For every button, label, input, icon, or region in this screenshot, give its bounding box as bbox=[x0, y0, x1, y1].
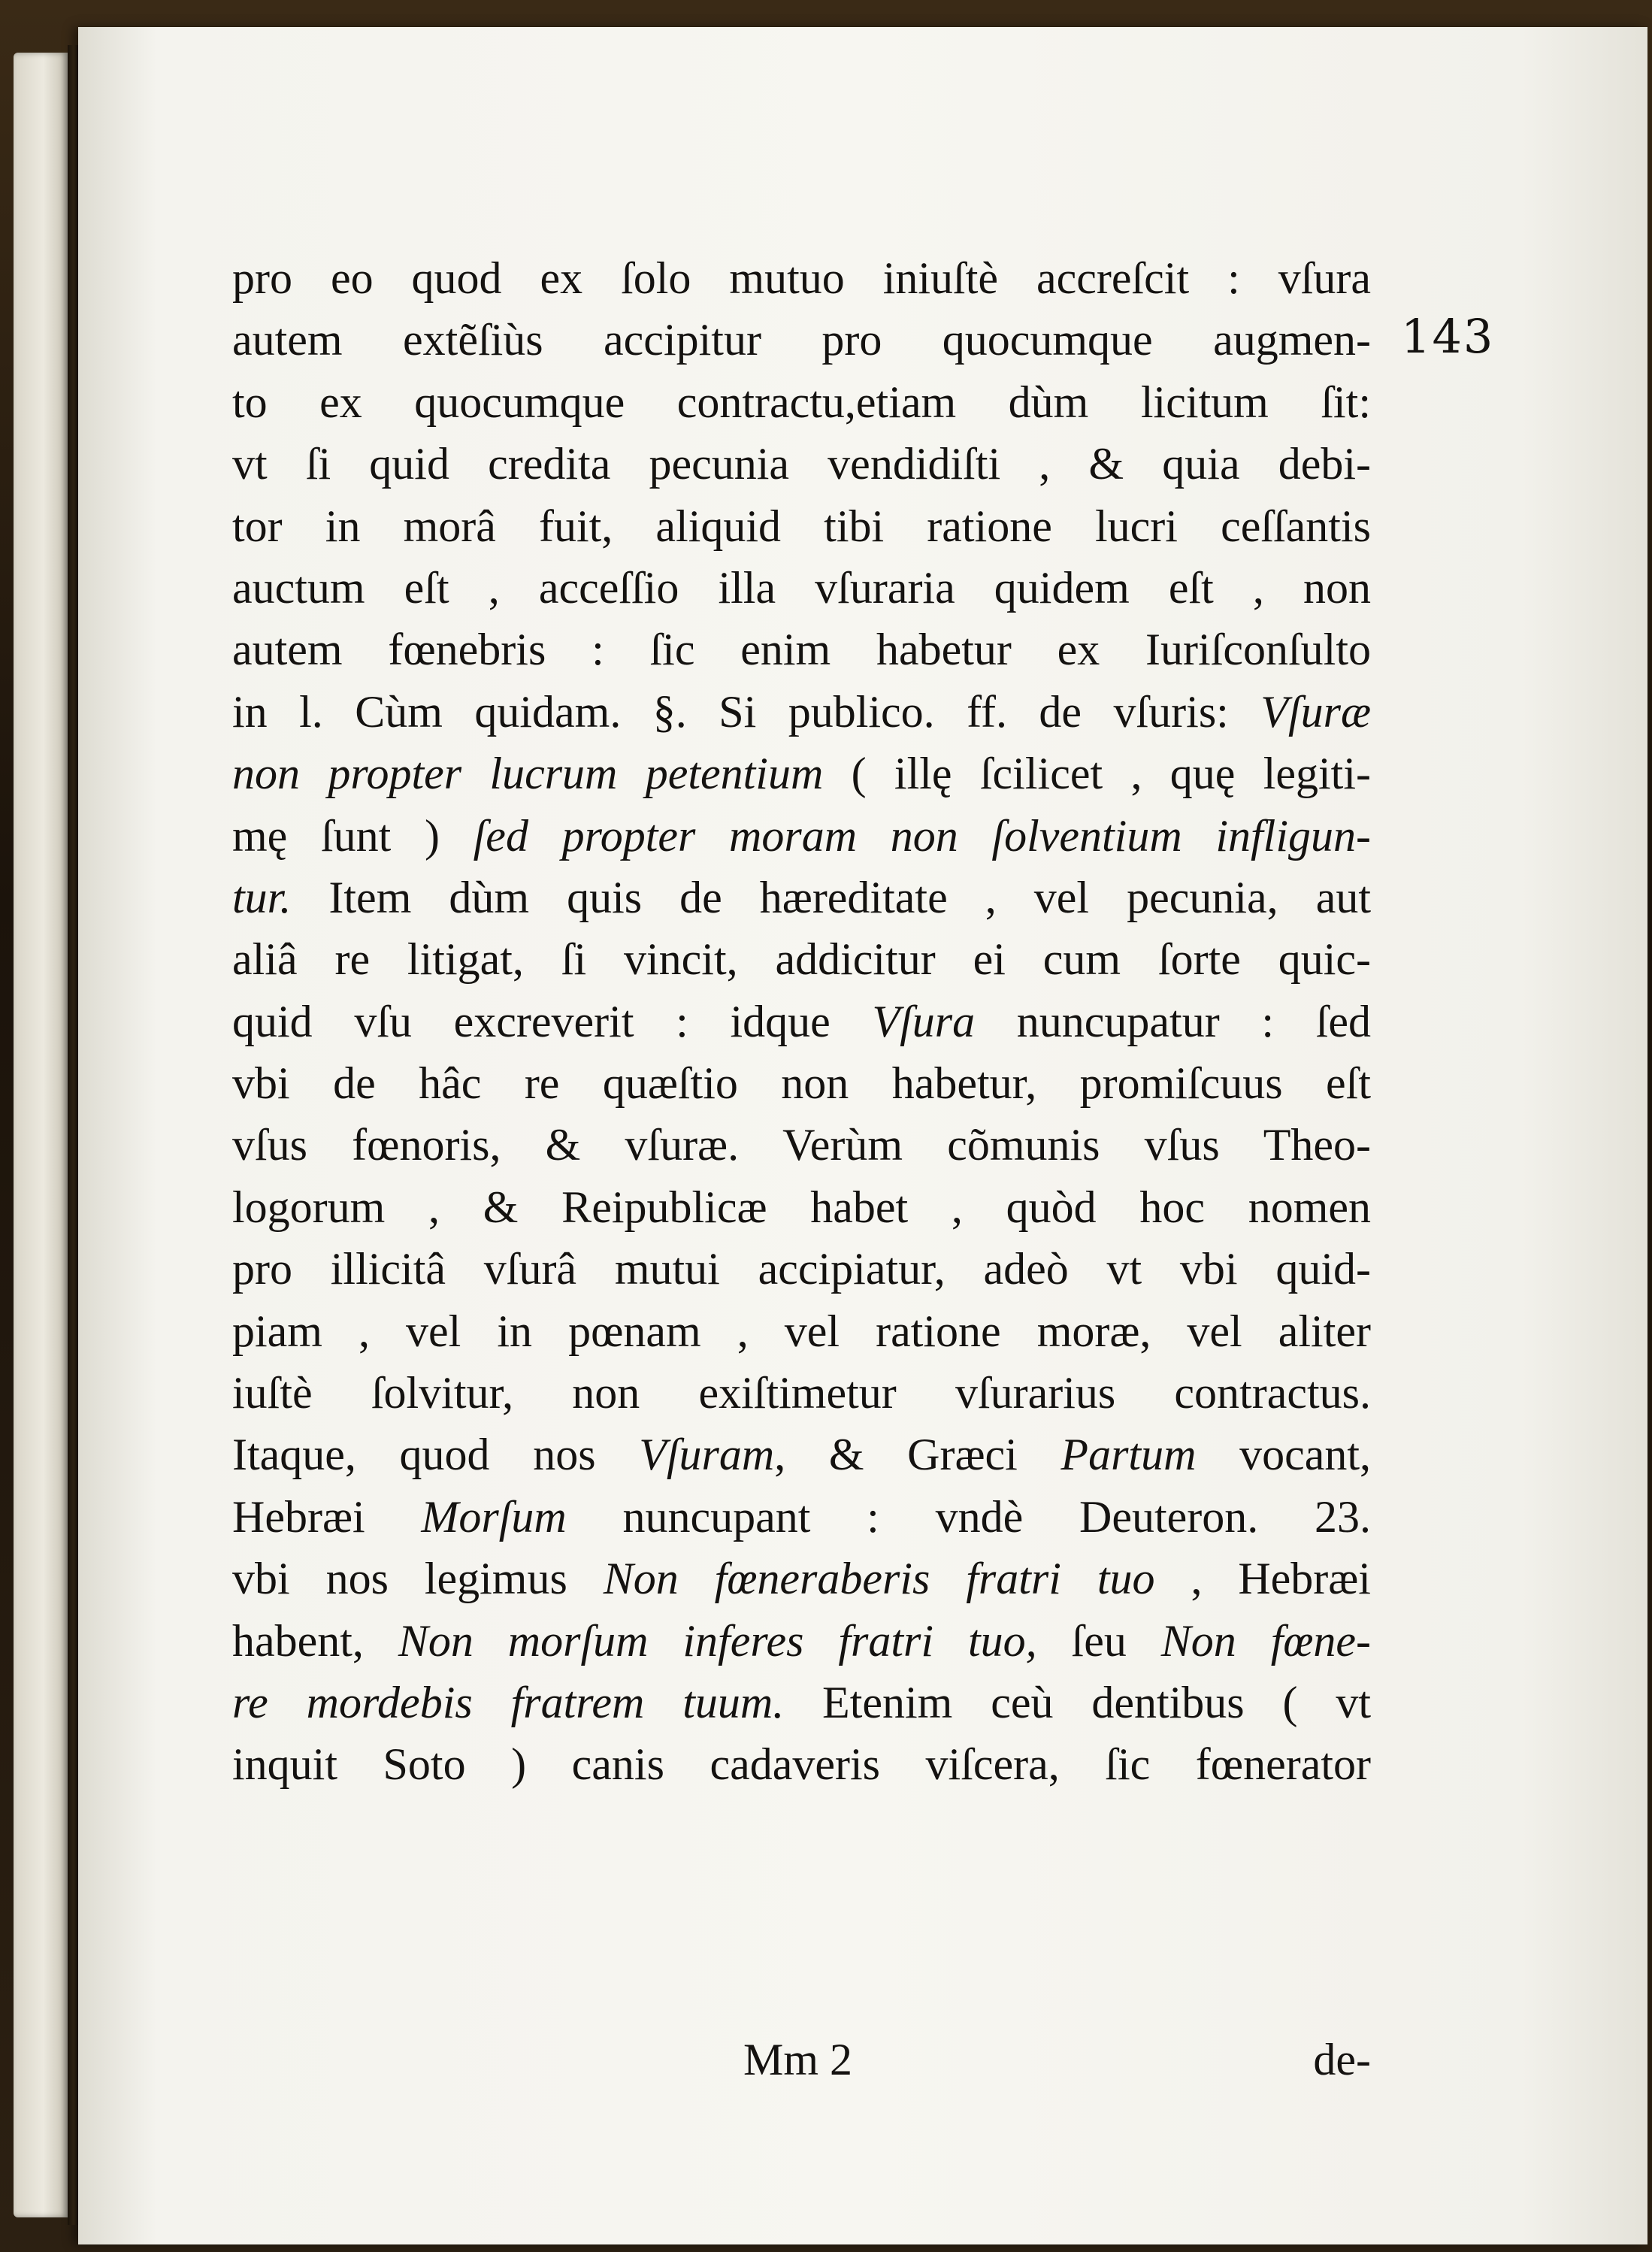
text-run: pro illicitâ vſurâ mutui accipiatur, adeò vt vbi quid- bbox=[232, 1244, 1371, 1294]
italic-text-run: Vſuræ bbox=[1260, 686, 1371, 737]
text-line bbox=[232, 1114, 1371, 1176]
text-run: habent, bbox=[232, 1615, 398, 1666]
text-run: Hebræi bbox=[232, 1491, 422, 1542]
text-line bbox=[232, 1424, 1371, 1485]
text-line bbox=[232, 1052, 1371, 1114]
italic-text-run: re mordebis fratrem tuum. bbox=[232, 1677, 785, 1727]
text-line bbox=[232, 743, 1371, 804]
italic-text-run: tur. bbox=[232, 872, 292, 922]
text-line bbox=[232, 1362, 1371, 1424]
text-run: iuſtè ſolvitur, non exiſtimetur vſurarius contractus. bbox=[232, 1368, 1371, 1418]
text-run: vocant, bbox=[1196, 1430, 1371, 1480]
previous-page-edge bbox=[14, 53, 68, 2217]
text-run: mę ſunt ) bbox=[232, 810, 474, 861]
text-line bbox=[232, 991, 1371, 1052]
italic-text-run: Non morſum inferes fratri tuo, bbox=[398, 1615, 1037, 1666]
text-run: ( illę ſcilicet , quę legiti- bbox=[823, 749, 1371, 799]
text-run: aliâ re litigat, ſi vincit, addicitur ei cum ſorte quic- bbox=[232, 934, 1371, 985]
text-line bbox=[232, 495, 1371, 557]
text-run: logorum , & Reipublicæ habet , quòd hoc nomen bbox=[232, 1182, 1371, 1232]
text-run: auctum eſt , acceſſio illa vſuraria quidem eſt , non bbox=[232, 562, 1371, 613]
text-run: ſeu bbox=[1036, 1615, 1161, 1666]
text-run: , & Græci bbox=[774, 1430, 1061, 1480]
text-line bbox=[232, 681, 1371, 743]
text-run: Item dùm quis de hæreditate , vel pecunia, aut bbox=[291, 872, 1371, 922]
text-run: vbi de hâc re quæſtio non habetur, promiſcuus eſt bbox=[232, 1058, 1371, 1109]
italic-text-run: Morſum bbox=[421, 1491, 567, 1542]
text-run: vbi nos legimus bbox=[232, 1554, 604, 1604]
text-run: vt ſi quid credita pecunia vendidiſti , & quia debi- bbox=[232, 439, 1371, 489]
text-run: inquit Soto ) canis cadaveris viſcera, ſic fœnerator bbox=[232, 1739, 1371, 1790]
text-line bbox=[232, 867, 1371, 928]
text-run: nuncupant : vndè Deuteron. 23. bbox=[566, 1491, 1371, 1542]
italic-text-run: non propter lucrum petentium bbox=[232, 749, 824, 799]
italic-text-run: Non fœne- bbox=[1160, 1615, 1371, 1666]
text-line bbox=[232, 1176, 1371, 1238]
italic-text-run: Vſuram bbox=[639, 1430, 775, 1480]
text-run: piam , vel in pœnam , vel ratione moræ, vel aliter bbox=[232, 1306, 1371, 1356]
italic-text-run: Partum bbox=[1060, 1430, 1197, 1480]
text-run: autem extẽſiùs accipitur pro quocumque augmen- bbox=[232, 315, 1371, 365]
text-run: in l. Cùm quidam. §. Si publico. ff. de vſuris: bbox=[232, 686, 1261, 737]
text-line bbox=[232, 1733, 1371, 1795]
text-line bbox=[232, 928, 1371, 990]
text-run: quid vſu excreverit : idque bbox=[232, 996, 873, 1046]
text-line bbox=[232, 433, 1371, 495]
text-line bbox=[232, 1486, 1371, 1548]
text-run: to ex quocumque contractu,etiam dùm licitum ſit: bbox=[232, 377, 1371, 427]
text-line bbox=[232, 1672, 1371, 1733]
text-line bbox=[232, 371, 1371, 433]
italic-text-run: Non fœneraberis fratri tuo bbox=[603, 1554, 1155, 1604]
text-run: Itaque, quod nos bbox=[232, 1430, 640, 1480]
text-run: tor in morâ fuit, aliquid tibi ratione lucri ceſſantis bbox=[232, 501, 1371, 551]
text-run: vſus fœnoris, & vſuræ. Verùm cõmunis vſus Theo- bbox=[232, 1120, 1371, 1170]
signature-mark: Mm 2 bbox=[743, 2035, 853, 2084]
text-line bbox=[232, 557, 1371, 619]
text-line bbox=[232, 1300, 1371, 1362]
page-number: 143 bbox=[1401, 309, 1495, 364]
italic-text-run: ſed propter moram non ſolventium infligun- bbox=[473, 810, 1371, 861]
body-text bbox=[232, 247, 1371, 1796]
text-line bbox=[232, 619, 1371, 680]
book-page bbox=[78, 27, 1647, 2244]
italic-text-run: Vſura bbox=[872, 996, 976, 1046]
catchword: de- bbox=[1313, 2035, 1371, 2084]
text-run: , Hebræi bbox=[1154, 1554, 1371, 1604]
text-line bbox=[232, 1548, 1371, 1609]
text-line bbox=[232, 1610, 1371, 1672]
text-line bbox=[232, 309, 1371, 371]
text-run: nuncupatur : ſed bbox=[975, 996, 1371, 1046]
text-run: Etenim ceù dentibus ( vt bbox=[784, 1677, 1371, 1727]
text-line bbox=[232, 1238, 1371, 1300]
page-footer bbox=[232, 2034, 1371, 2102]
text-line bbox=[232, 247, 1371, 309]
text-line bbox=[232, 805, 1371, 867]
text-run: autem fœnebris : ſic enim habetur ex Iuriſconſulto bbox=[232, 625, 1371, 675]
text-run: pro eo quod ex ſolo mutuo iniuſtè accreſcit : vſura bbox=[232, 253, 1371, 303]
